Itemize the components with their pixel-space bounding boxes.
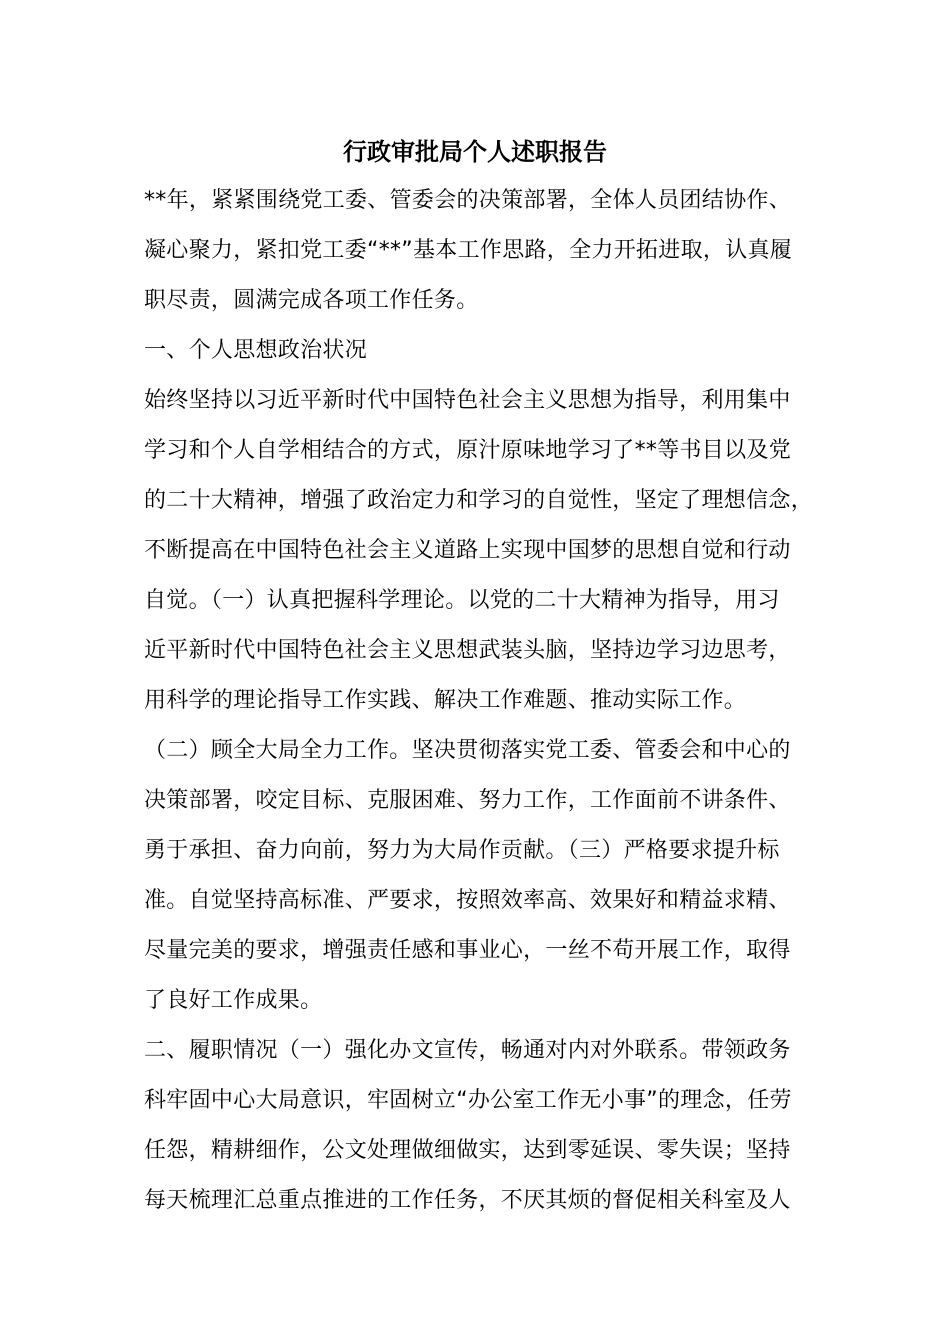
body-line: 学习和个人自学相结合的方式，原汁原味地学习了**等书目以及党 [144,438,792,463]
body-line: 自觉。（一）认真把握科学理论。以党的二十大精神为指导，用习 [144,588,780,613]
body-line: 的二十大精神，增强了政治定力和学习的自觉性，坚定了理想信念， [144,488,814,513]
body-line: 任怨，精耕细作，公文处理做细做实，达到零延误、零失误；坚持 [144,1138,791,1163]
body-line: 决策部署，咬定目标、克服困难、努力工作，工作面前不讲条件、 [144,788,791,813]
body-line: 勇于承担、奋力向前，努力为大局作贡献。（三）严格要求提升标 [144,838,780,863]
body-line: 不断提高在中国特色社会主义道路上实现中国梦的思想自觉和行动 [144,538,791,563]
document-title: 行政审批局个人述职报告 [343,138,607,166]
section-heading-line: 二、履职情况（一）强化办文宣传，畅通对内对外联系。带领政务 [144,1038,791,1063]
body-line: 凝心聚力，紧扣党工委“**”基本工作思路，全力开拓进取，认真履 [144,238,793,263]
body-line: 近平新时代中国特色社会主义思想武装头脑，坚持边学习边思考， [144,638,791,663]
body-line: 始终坚持以习近平新时代中国特色社会主义思想为指导，利用集中 [144,388,791,413]
body-line: 职尽责，圆满完成各项工作任务。 [144,288,479,313]
body-line: 尽量完美的要求，增强责任感和事业心，一丝不苟开展工作，取得 [144,938,791,963]
section-heading: 一、个人思想政治状况 [144,338,368,363]
document-body [144,176,844,1226]
body-line: 每天梳理汇总重点推进的工作任务，不厌其烦的督促相关科室及人 [144,1188,791,1213]
body-line: 用科学的理论指导工作实践、解决工作难题、推动实际工作。 [144,688,747,713]
body-line: 准。自觉坚持高标准、严要求，按照效率高、效果好和精益求精、 [144,888,791,913]
body-line: 科牢固中心大局意识，牢固树立“办公室工作无小事”的理念，任劳 [144,1088,792,1113]
body-line: 了良好工作成果。 [144,988,323,1013]
body-line: （二）顾全大局全力工作。坚决贯彻落实党工委、管委会和中心的 [144,738,791,763]
body-line: **年，紧紧围绕党工委、管委会的决策部署，全体人员团结协作、 [144,188,792,213]
